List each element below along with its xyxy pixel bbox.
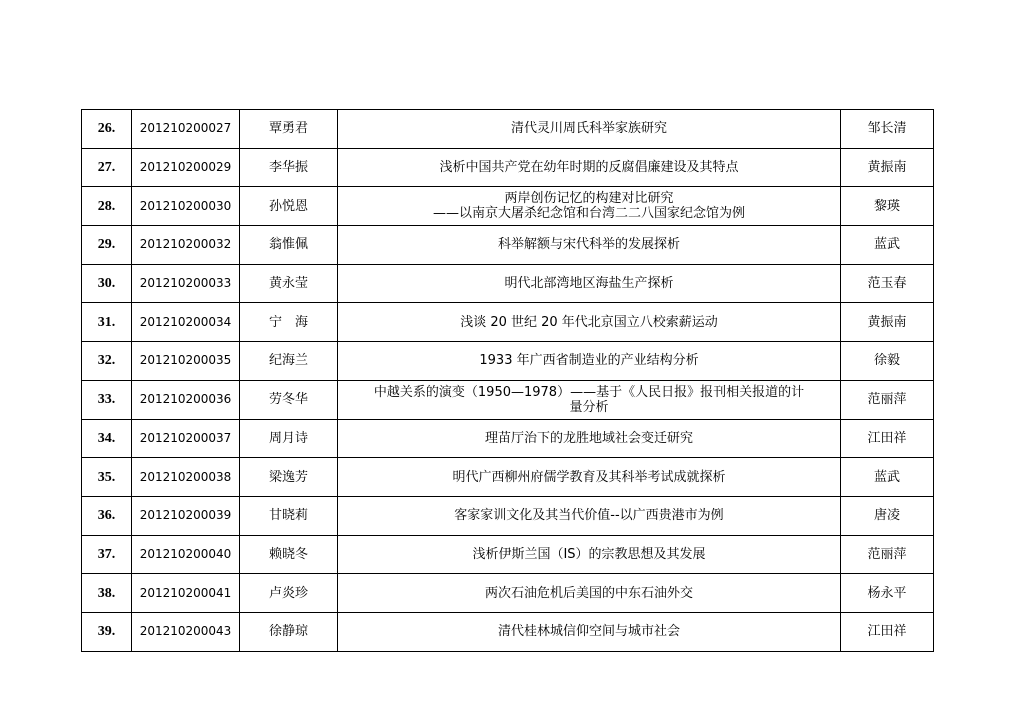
thesis-title-line: 浅谈 20 世纪 20 年代北京国立八校索薪运动	[460, 314, 718, 330]
advisor-name: 黎瑛	[841, 187, 934, 226]
thesis-title	[338, 612, 841, 651]
thesis-title	[338, 458, 841, 497]
student-id: 201210200043	[132, 612, 240, 651]
student-name: 劳冬华	[240, 380, 338, 419]
table-row	[82, 458, 934, 497]
table-body	[82, 110, 934, 652]
thesis-title-line: 科举解额与宋代科举的发展探析	[497, 237, 680, 253]
student-name: 赖晓冬	[240, 535, 338, 574]
table-row	[82, 303, 934, 342]
student-name: 孙悦恩	[240, 187, 338, 226]
advisor-name: 黄振南	[841, 148, 934, 187]
table-row	[82, 226, 934, 265]
student-id: 201210200035	[132, 342, 240, 381]
row-number: 35.	[82, 458, 132, 497]
thesis-title	[338, 303, 841, 342]
table-row	[82, 380, 934, 419]
row-number: 31.	[82, 303, 132, 342]
thesis-title-line: ——以南京大屠杀纪念馆和台湾二二八国家纪念馆为例	[432, 206, 745, 222]
table-row	[82, 148, 934, 187]
advisor-name: 蓝武	[841, 458, 934, 497]
student-name: 宁 海	[240, 303, 338, 342]
student-id: 201210200038	[132, 458, 240, 497]
student-name: 翁惟佩	[240, 226, 338, 265]
table-row	[82, 264, 934, 303]
row-number: 39.	[82, 612, 132, 651]
row-number: 36.	[82, 496, 132, 535]
student-name: 李华振	[240, 148, 338, 187]
student-name: 徐静琼	[240, 612, 338, 651]
table-row	[82, 419, 934, 458]
row-number: 30.	[82, 264, 132, 303]
student-id: 201210200039	[132, 496, 240, 535]
student-id: 201210200033	[132, 264, 240, 303]
student-name: 梁逸芳	[240, 458, 338, 497]
row-number: 26.	[82, 110, 132, 149]
thesis-title-line: 浅析中国共产党在幼年时期的反腐倡廉建设及其特点	[439, 160, 739, 176]
thesis-title-line: 两岸创伤记忆的构建对比研究	[504, 191, 674, 207]
student-id: 201210200027	[132, 110, 240, 149]
student-name: 甘晓莉	[240, 496, 338, 535]
student-id: 201210200041	[132, 574, 240, 613]
student-id: 201210200036	[132, 380, 240, 419]
thesis-title-line: 清代灵川周氏科举家族研究	[510, 121, 667, 137]
student-name: 覃勇君	[240, 110, 338, 149]
thesis-title-line: 量分析	[569, 399, 609, 415]
advisor-name: 范玉春	[841, 264, 934, 303]
student-id: 201210200040	[132, 535, 240, 574]
student-name: 纪海兰	[240, 342, 338, 381]
thesis-title	[338, 187, 841, 226]
thesis-title-line: 清代桂林城信仰空间与城市社会	[497, 624, 680, 640]
student-id: 201210200029	[132, 148, 240, 187]
thesis-title-line: 理苗厅治下的龙胜地域社会变迁研究	[484, 430, 693, 446]
table-row	[82, 342, 934, 381]
advisor-name: 江田祥	[841, 419, 934, 458]
student-name: 黄永莹	[240, 264, 338, 303]
row-number: 38.	[82, 574, 132, 613]
table-row	[82, 612, 934, 651]
table-row	[82, 110, 934, 149]
thesis-title	[338, 496, 841, 535]
thesis-title-line: 客家家训文化及其当代价值--以广西贵港市为例	[454, 508, 724, 524]
table-row	[82, 535, 934, 574]
row-number: 34.	[82, 419, 132, 458]
thesis-title-line: 两次石油危机后美国的中东石油外交	[484, 585, 693, 601]
thesis-title	[338, 419, 841, 458]
thesis-title	[338, 342, 841, 381]
advisor-name: 杨永平	[841, 574, 934, 613]
row-number: 29.	[82, 226, 132, 265]
row-number: 27.	[82, 148, 132, 187]
advisor-name: 唐凌	[841, 496, 934, 535]
thesis-title-line: 浅析伊斯兰国（IS）的宗教思想及其发展	[472, 546, 706, 562]
thesis-title	[338, 535, 841, 574]
thesis-title-line: 中越关系的演变（1950—1978）——基于《人民日报》报刊相关报道的计	[373, 384, 805, 400]
advisor-name: 蓝武	[841, 226, 934, 265]
student-id: 201210200037	[132, 419, 240, 458]
advisor-name: 邹长清	[841, 110, 934, 149]
thesis-title	[338, 226, 841, 265]
row-number: 33.	[82, 380, 132, 419]
thesis-title-line: 1933 年广西省制造业的产业结构分析	[479, 353, 699, 369]
thesis-title	[338, 148, 841, 187]
thesis-title-line: 明代广西柳州府儒学教育及其科举考试成就探析	[452, 469, 726, 485]
thesis-title	[338, 574, 841, 613]
student-id: 201210200030	[132, 187, 240, 226]
table-row	[82, 496, 934, 535]
thesis-title	[338, 110, 841, 149]
row-number: 37.	[82, 535, 132, 574]
advisor-name: 黄振南	[841, 303, 934, 342]
table-row	[82, 187, 934, 226]
advisor-name: 江田祥	[841, 612, 934, 651]
thesis-title	[338, 380, 841, 419]
table-row	[82, 574, 934, 613]
student-name: 周月诗	[240, 419, 338, 458]
thesis-title	[338, 264, 841, 303]
student-id: 201210200032	[132, 226, 240, 265]
student-name: 卢炎珍	[240, 574, 338, 613]
thesis-title-line: 明代北部湾地区海盐生产探析	[504, 276, 674, 292]
advisor-name: 范丽萍	[841, 535, 934, 574]
advisor-name: 范丽萍	[841, 380, 934, 419]
advisor-name: 徐毅	[841, 342, 934, 381]
row-number: 32.	[82, 342, 132, 381]
student-id: 201210200034	[132, 303, 240, 342]
row-number: 28.	[82, 187, 132, 226]
thesis-table	[81, 109, 934, 652]
